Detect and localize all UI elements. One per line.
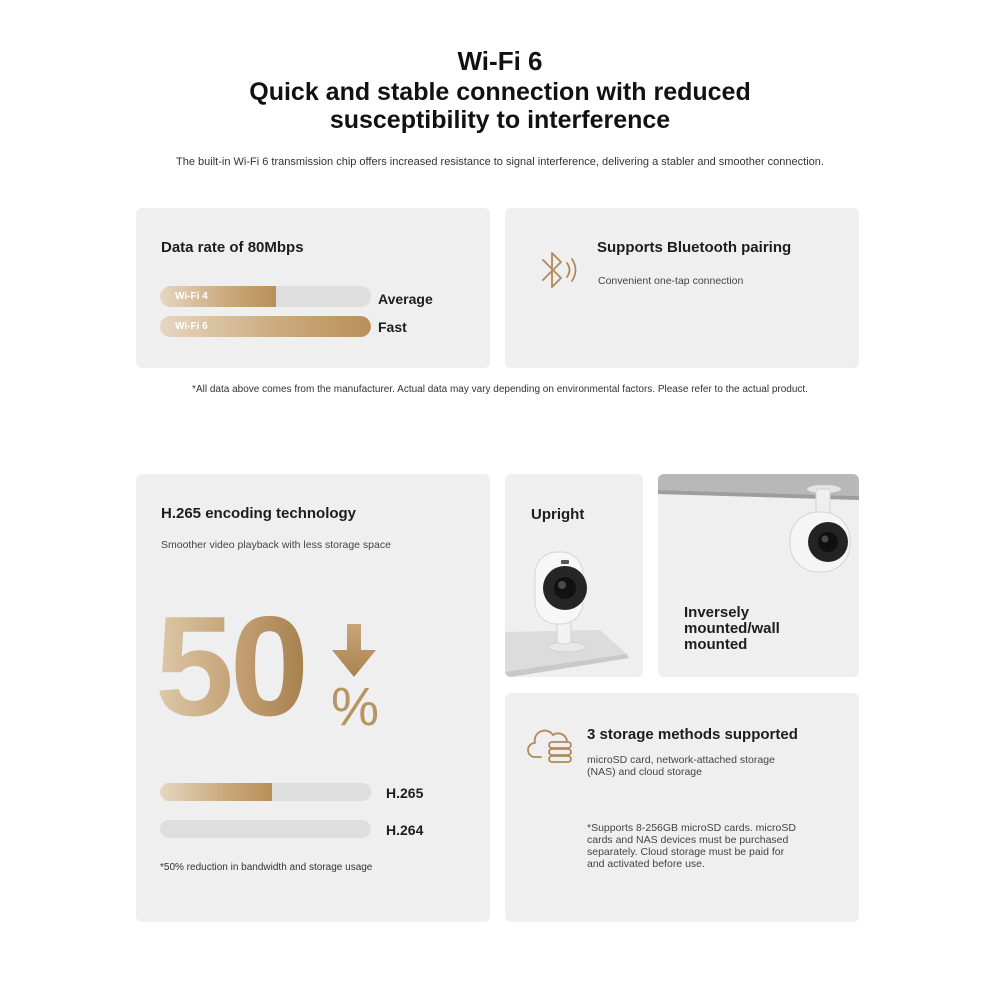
data-rate-card <box>136 208 490 368</box>
cloud-storage-icon <box>527 725 575 765</box>
upright-card <box>505 474 643 677</box>
h265-bar <box>160 783 371 801</box>
inverted-camera-image <box>658 474 859 594</box>
inverted-card <box>658 474 859 677</box>
wifi4-bar <box>160 286 371 307</box>
storage-note-1: *Supports 8-256GB microSD cards. microSD <box>587 822 796 834</box>
storage-text-2: (NAS) and cloud storage <box>587 766 702 778</box>
inverted-label-1: Inversely <box>684 604 750 621</box>
h264-bar <box>160 820 371 838</box>
inverted-label-2: mounted/wall <box>684 620 780 637</box>
storage-note-2: cards and NAS devices must be purchased <box>587 834 789 846</box>
headline-line-2: susceptibility to interference <box>329 106 671 134</box>
wifi6-bar <box>160 316 371 337</box>
bluetooth-text: Convenient one-tap connection <box>598 275 744 287</box>
wifi6-bar-label: Wi-Fi 6 <box>175 321 208 332</box>
h265-text: Smoother video playback with less storage space <box>161 539 391 551</box>
wifi6-rating: Fast <box>378 319 407 335</box>
h265-bar-fill <box>160 783 272 801</box>
storage-text-1: microSD card, network-attached storage <box>587 754 775 766</box>
bluetooth-card <box>505 208 859 368</box>
storage-card <box>505 693 859 922</box>
percent-sign: % <box>331 677 380 737</box>
page-title: Wi-Fi 6 <box>457 46 543 76</box>
bluetooth-title: Supports Bluetooth pairing <box>597 239 792 256</box>
storage-note-3: separately. Cloud storage must be paid for <box>587 846 785 858</box>
upright-label: Upright <box>531 506 585 523</box>
inverted-label-3: mounted <box>684 636 748 653</box>
wifi4-bar-label: Wi-Fi 4 <box>175 291 208 302</box>
arrow-down-icon <box>331 624 377 678</box>
storage-title: 3 storage methods supported <box>587 726 798 743</box>
h265-bar-label: H.265 <box>386 785 424 801</box>
subtitle: The built-in Wi-Fi 6 transmission chip offers increased resistance to signal interference, delivering a stabler and smoother connection. <box>176 156 824 168</box>
storage-note-4: and activated before use. <box>587 858 705 870</box>
h264-bar-label: H.264 <box>386 822 424 838</box>
bluetooth-icon <box>539 250 583 290</box>
h265-footnote: *50% reduction in bandwidth and storage usage <box>160 862 373 873</box>
h265-title: H.265 encoding technology <box>161 505 357 522</box>
fifty-number: 50 <box>155 587 305 746</box>
disclaimer: *All data above comes from the manufacturer. Actual data may vary depending on environmental factors. Please refer to the actual product. <box>192 384 808 395</box>
data-rate-title: Data rate of 80Mbps <box>161 239 304 256</box>
upright-camera-image <box>505 544 643 677</box>
headline-line-1: Quick and stable connection with reduced <box>249 78 751 106</box>
wifi4-rating: Average <box>378 291 433 307</box>
